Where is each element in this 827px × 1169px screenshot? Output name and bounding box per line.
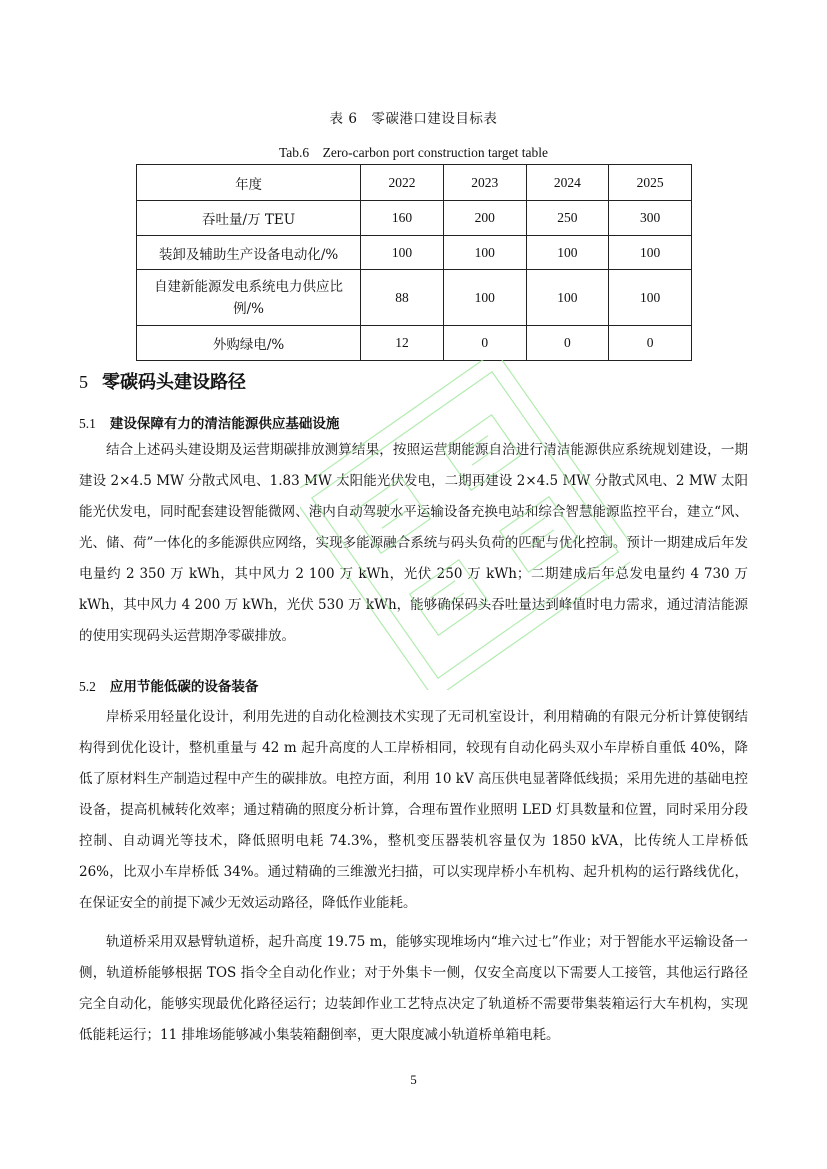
table-header-row [137,165,692,201]
table-header-cell: 2023 [443,165,526,201]
subsection-number: 5.1 [79,416,96,431]
table-cell: 100 [609,236,692,270]
table-cell: 100 [361,236,444,270]
table-cell: 0 [609,326,692,361]
table-cell: 250 [526,201,609,236]
table-row [137,270,692,326]
table-cell: 0 [443,326,526,361]
table-cell: 100 [526,236,609,270]
table-cell: 自建新能源发电系统电力供应比例/% [137,270,361,326]
table-cell: 300 [609,201,692,236]
table-caption-en: Tab.6 Zero-carbon port construction target table [278,145,549,160]
subsection-title: 应用节能低碳的设备装备 [109,679,259,695]
table-cell: 12 [361,326,444,361]
section-heading [79,368,246,394]
table-cell: 外购绿电/% [137,326,361,361]
table-cell: 装卸及辅助生产设备电动化/% [137,236,361,270]
table-header-cell: 2025 [609,165,692,201]
section-number: 5 [79,372,88,392]
table-header-cell: 2024 [526,165,609,201]
table-cell: 吞吐量/万 TEU [137,201,361,236]
subsection-number: 5.2 [79,679,96,694]
table-row [137,201,692,236]
table-header-cell: 2022 [361,165,444,201]
table-row [137,326,692,361]
subsection-title: 建设保障有力的清洁能源供应基础设施 [109,416,340,432]
table-cell: 0 [526,326,609,361]
table-cell: 100 [443,236,526,270]
paragraph: 轨道桥采用双悬臂轨道桥，起升高度 19.75 m，能够实现堆场内“堆六过七”作业；对于智能水平运输设备一侧，轨道桥能够根据 TOS 指令全自动化作业；对于外集卡一侧，仅安全高度以下需要人工接管，其他运行路径完全自动化，能够实现最优化路径运行；边装卸作业工艺特点决定了轨道桥不需要带集装箱运行大车机构，实现低能耗运行；11 排堆场能够减小集装箱翻倒率，更大限度减小轨道桥单箱电耗。 [79,934,748,1043]
subsection-heading [79,412,339,432]
page-number: 5 [410,1072,417,1087]
paragraph: 结合上述码头建设期及运营期碳排放测算结果，按照运营期能源自洽进行清洁能源供应系统规划建设，一期建设 2×4.5 MW 分散式风电、1.83 MW 太阳能光伏发电，二期再建设 2×4.5 MW 分散式风电、2 MW 太阳能光伏发电，同时配套建设智能微网、港内自动驾驶水平运输设备充换电站和综合智慧能源监控平台，建立“风、光、储、荷”一体化的多能源供应网络，实现多能源融合系统与码头负荷的匹配与优化控制。预计一期建成后年发电量约 2 350 万 kWh，其中风力 2 100 万 kWh，光伏 250 万 kWh；二期建成后年总发电量约 4 730 万 kWh，其中风力 4 200 万 kWh，光伏 530 万 kWh，能够确保码头吞吐量达到峰值时电力需求，通过清洁能源的使用实现码头运营期净零碳排放。 [79,442,748,644]
table-cell: 100 [609,270,692,326]
paragraph: 岸桥采用轻量化设计，利用先进的自动化检测技术实现了无司机室设计，利用精确的有限元分析计算使钢结构得到优化设计，整机重量与 42 m 起升高度的人工岸桥相同，较现有自动化码头双小车岸桥自重低 40%，降低了原材料生产制造过程中产生的碳排放。电控方面，利用 10 kV 高压供电显著降低线损；采用先进的基础电控设备，提高机械转化效率；通过精确的照度分析计算，合理布置作业照明 LED 灯具数量和位置，同时采用分段控制、自动调光等技术，降低照明电耗 74.3%，整机变压器装机容量仅为 1850 kVA，比传统人工岸桥低 26%，比双小车岸桥低 34%。通过精确的三维激光扫描，可以实现岸桥小车机构、起升机构的运行路线优化，在保证安全的前提下减少无效运动路径，降低作业能耗。 [79,709,748,911]
subsection-heading [79,675,258,695]
section-title: 零碳码头建设路径 [102,372,246,393]
table-cell: 88 [361,270,444,326]
target-table [136,164,692,361]
table-cell: 100 [526,270,609,326]
table-cell: 200 [443,201,526,236]
table-cell: 100 [443,270,526,326]
table-caption-cn: 表 6 零碳港口建设目标表 [329,111,498,127]
table-row [137,236,692,270]
table-header-cell: 年度 [137,165,361,201]
table-cell: 160 [361,201,444,236]
